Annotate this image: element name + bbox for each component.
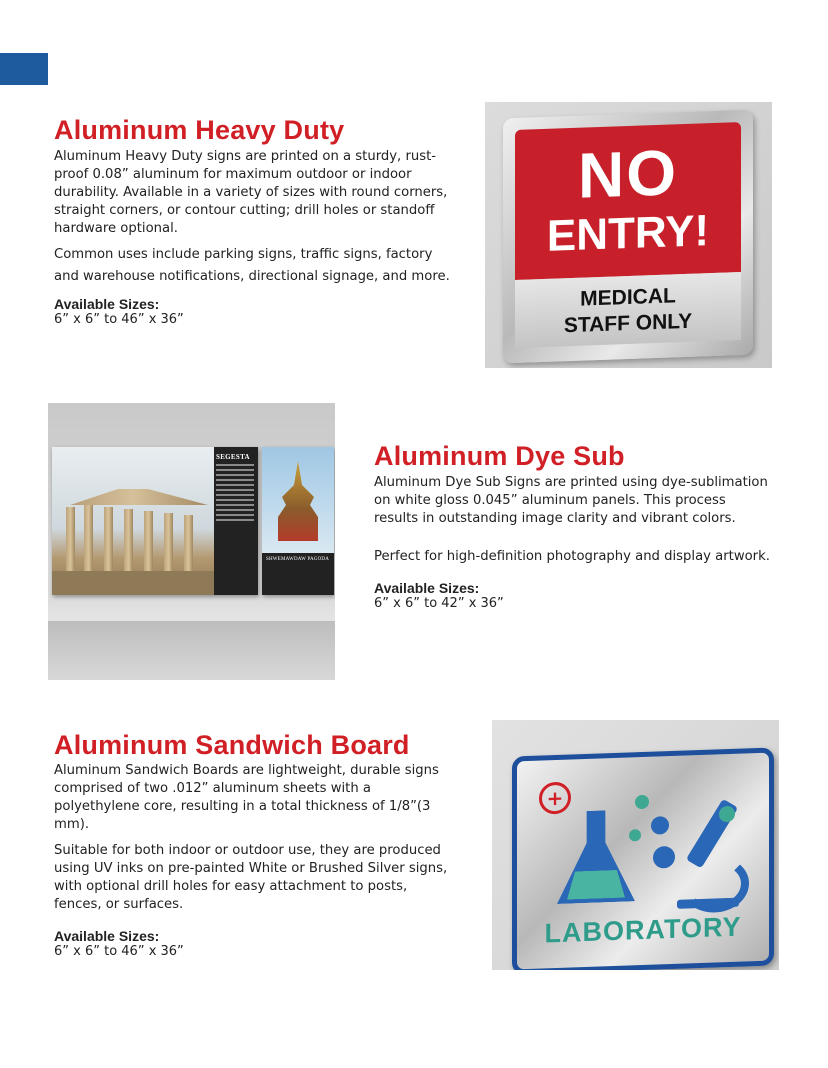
text-line-shape (216, 464, 254, 466)
dye-sub-paragraph-2: Perfect for high-definition photography and display artwork. (374, 549, 770, 564)
text-line-shape (216, 519, 254, 521)
no-entry-line-no: NO (578, 136, 678, 212)
text-line-shape (216, 514, 254, 516)
flask-liquid-shape (567, 870, 625, 900)
temple-column (184, 515, 193, 573)
sandwich-board-sizes-label: Available Sizes: (54, 928, 160, 944)
molecule-icon (635, 795, 649, 809)
corner-tab-decoration (0, 53, 48, 85)
temple-roof-shape (58, 489, 208, 505)
microscope-icon (677, 798, 743, 912)
no-entry-line-entry: ENTRY! (546, 206, 710, 261)
no-entry-sign-image (485, 102, 772, 368)
text-line-shape (216, 474, 254, 476)
segesta-panel (52, 447, 258, 595)
sandwich-board-paragraph-1: Aluminum Sandwich Boards are lightweight, durable signs comprised of two .012” aluminum sheets with a polyethylene core, resulting in a total thickness of 1/8”(3 mm). (54, 763, 439, 832)
pagoda-photo (262, 447, 334, 553)
temple-ground (52, 571, 214, 595)
sandwich-board-body (54, 762, 456, 960)
no-entry-line-medical: MEDICAL (580, 284, 676, 311)
temple-column (66, 507, 75, 573)
text-line-shape (216, 484, 254, 486)
no-entry-red-field (515, 122, 741, 280)
dye-sub-wall-image (48, 403, 335, 680)
pagoda-panel (262, 447, 334, 595)
text-line-shape (216, 499, 254, 501)
laboratory-sign-image (492, 720, 779, 970)
segesta-title: SEGESTA (216, 453, 250, 461)
text-line-shape (216, 489, 254, 491)
no-entry-plate (503, 110, 753, 364)
dye-sub-title: Aluminum Dye Sub (374, 441, 625, 471)
molecule-icon (629, 829, 641, 841)
text-line-shape (216, 494, 254, 496)
sandwich-board-sizes-value: 6” x 6” to 46” x 36” (54, 944, 184, 959)
no-entry-silver-field (515, 272, 741, 348)
laboratory-word: LABORATORY (544, 911, 742, 949)
text-line-shape (216, 479, 254, 481)
dye-sub-sizes-label: Available Sizes: (374, 580, 480, 596)
heavy-duty-sizes-value: 6” x 6” to 46” x 36” (54, 312, 184, 327)
molecule-icon (653, 846, 675, 869)
medical-cross-icon: + (539, 782, 571, 815)
heavy-duty-body (54, 148, 454, 328)
dye-sub-sizes-value: 6” x 6” to 42” x 36” (374, 596, 504, 611)
microscope-lens-shape (719, 806, 735, 823)
text-line-shape (216, 504, 254, 506)
temple-column (144, 511, 153, 573)
heavy-duty-sizes-label: Available Sizes: (54, 296, 160, 312)
no-entry-line-staff: STAFF ONLY (563, 309, 693, 338)
dye-sub-paragraph-1: Aluminum Dye Sub Signs are printed using dye-sublimation on white gloss 0.045” aluminum panels. This process results in outstanding image clarity and vibrant colors. (374, 475, 768, 526)
temple-photo (52, 447, 214, 595)
floor-shape (48, 621, 335, 680)
heavy-duty-paragraph-2: Common uses include parking signs, traffic signs, factory and warehouse notifications, directional signage, and more. (54, 247, 450, 284)
temple-column (84, 505, 93, 573)
pagoda-title: SHWEMAWDAW PAGODA (266, 557, 330, 562)
text-line-shape (216, 469, 254, 471)
temple-column (104, 507, 113, 573)
dye-sub-body (374, 474, 774, 612)
text-line-shape (216, 509, 254, 511)
molecule-icon (651, 816, 669, 835)
laboratory-plate (512, 747, 774, 970)
segesta-text-block (216, 453, 254, 521)
sandwich-board-title: Aluminum Sandwich Board (54, 730, 410, 760)
temple-column (164, 513, 173, 573)
sandwich-board-paragraph-2: Suitable for both indoor or outdoor use, they are produced using UV inks on pre-painted White or Brushed Silver signs, with optional drill holes for easy attachment to posts, fences, or surfaces. (54, 843, 448, 912)
heavy-duty-paragraph-1: Aluminum Heavy Duty signs are printed on a sturdy, rust-proof 0.08” aluminum for maximum outdoor or indoor durability. Available in a variety of sizes with round corners, straight corners, or contour cutting; drill holes or standoff hardware optional. (54, 149, 448, 236)
temple-column (124, 509, 133, 573)
heavy-duty-title: Aluminum Heavy Duty (54, 115, 345, 145)
pagoda-shape (278, 461, 318, 541)
